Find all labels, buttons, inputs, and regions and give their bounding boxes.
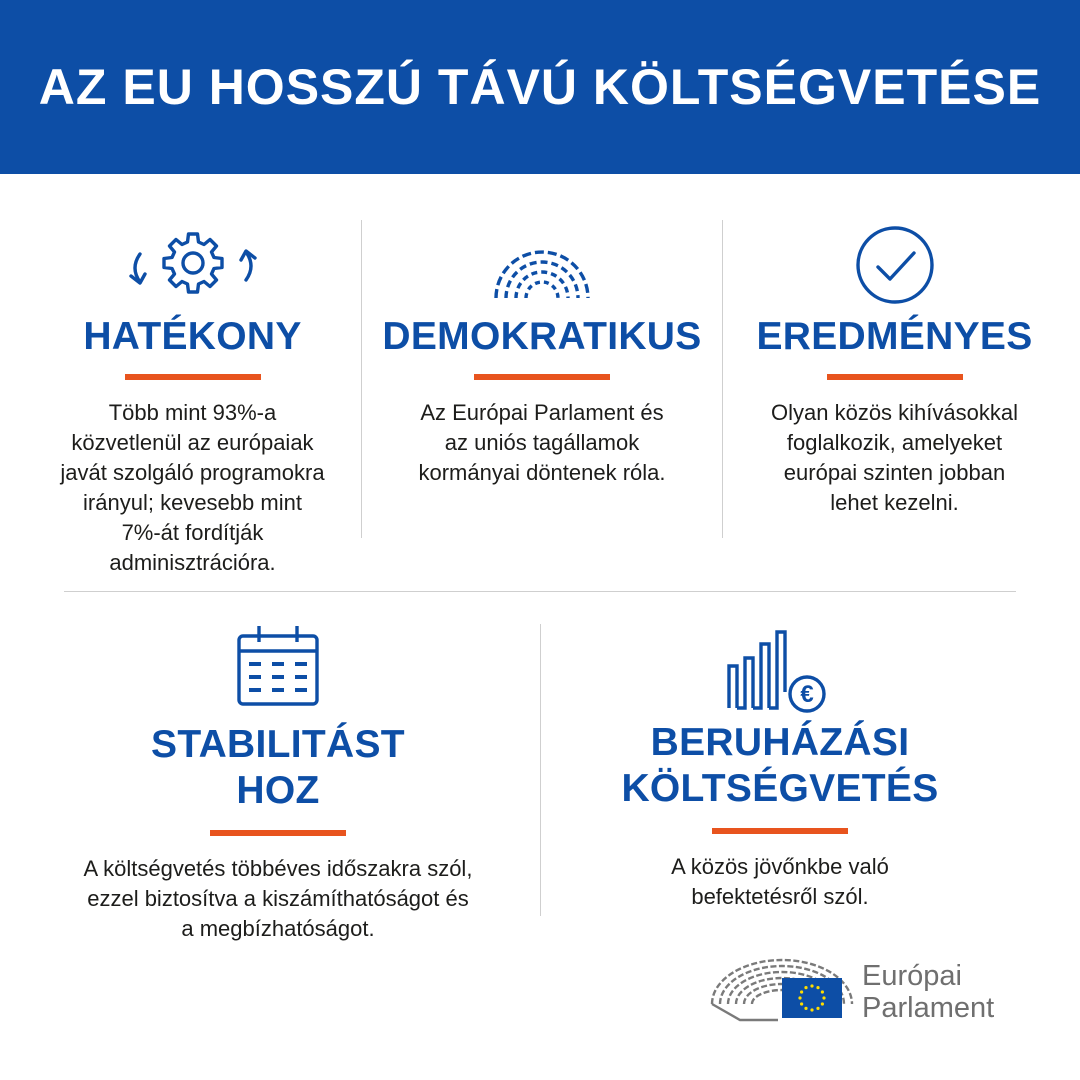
title-underline xyxy=(474,374,610,380)
gear-cycle-icon xyxy=(118,226,268,308)
logo-text: Európai Parlament xyxy=(862,960,995,1024)
flag-star xyxy=(800,990,803,993)
flag-star xyxy=(816,1007,819,1010)
card-title: STABILITÁST HOZ xyxy=(151,723,405,812)
card-description: A költségvetés többéves időszakra szól, ezzel biztosítva a kiszámíthatóságot és a megbízhatóságot. xyxy=(83,856,473,941)
flag-star xyxy=(816,986,819,989)
card-title: HATÉKONY xyxy=(83,315,302,358)
svg-text:€: € xyxy=(800,681,814,708)
header-banner xyxy=(0,0,1080,174)
card-effective xyxy=(722,226,1067,518)
checkmark-circle-icon xyxy=(850,226,940,308)
card-title: BERUHÁZÁSI KÖLTSÉGVETÉS xyxy=(621,721,939,810)
card-stability xyxy=(40,624,516,944)
flag-star xyxy=(821,990,824,993)
column-divider-3 xyxy=(540,624,541,916)
flag-star xyxy=(810,984,813,987)
card-investment xyxy=(560,624,1000,912)
flag-star xyxy=(804,986,807,989)
card-democratic xyxy=(366,226,718,488)
flag-star xyxy=(810,1008,813,1011)
flag-star xyxy=(822,996,825,999)
parliament-hemicycle-icon xyxy=(482,226,602,308)
bar-chart-euro-icon xyxy=(725,624,835,714)
card-title: DEMOKRATIKUS xyxy=(382,315,702,358)
card-description: Több mint 93%-a közvetlenül az európaiak javát szolgáló programokra irányul; kevesebb mint 7%-át fordítják adminisztrációra. xyxy=(60,400,325,575)
calendar-icon xyxy=(233,624,323,710)
flag-star xyxy=(804,1007,807,1010)
card-description: Az Európai Parlament és az uniós tagállamok kormányai döntenek róla. xyxy=(418,400,666,485)
title-underline xyxy=(210,830,346,836)
card-description: A közös jövőnkbe való befektetésről szól. xyxy=(671,854,889,909)
page-title: AZ EU HOSSZÚ TÁVÚ KÖLTSÉGVETÉSE xyxy=(38,59,1042,115)
row-divider xyxy=(64,591,1016,592)
title-underline xyxy=(827,374,963,380)
eu-flag-icon xyxy=(782,978,842,1018)
flag-star xyxy=(798,996,801,999)
card-description: Olyan közös kihívásokkal foglalkozik, amelyeket európai szinten jobban lehet kezelni. xyxy=(771,400,1018,515)
flag-star xyxy=(800,1002,803,1005)
card-efficient xyxy=(20,226,365,578)
title-underline xyxy=(125,374,261,380)
card-title: EREDMÉNYES xyxy=(756,315,1033,358)
title-underline xyxy=(712,828,848,834)
flag-star xyxy=(821,1002,824,1005)
